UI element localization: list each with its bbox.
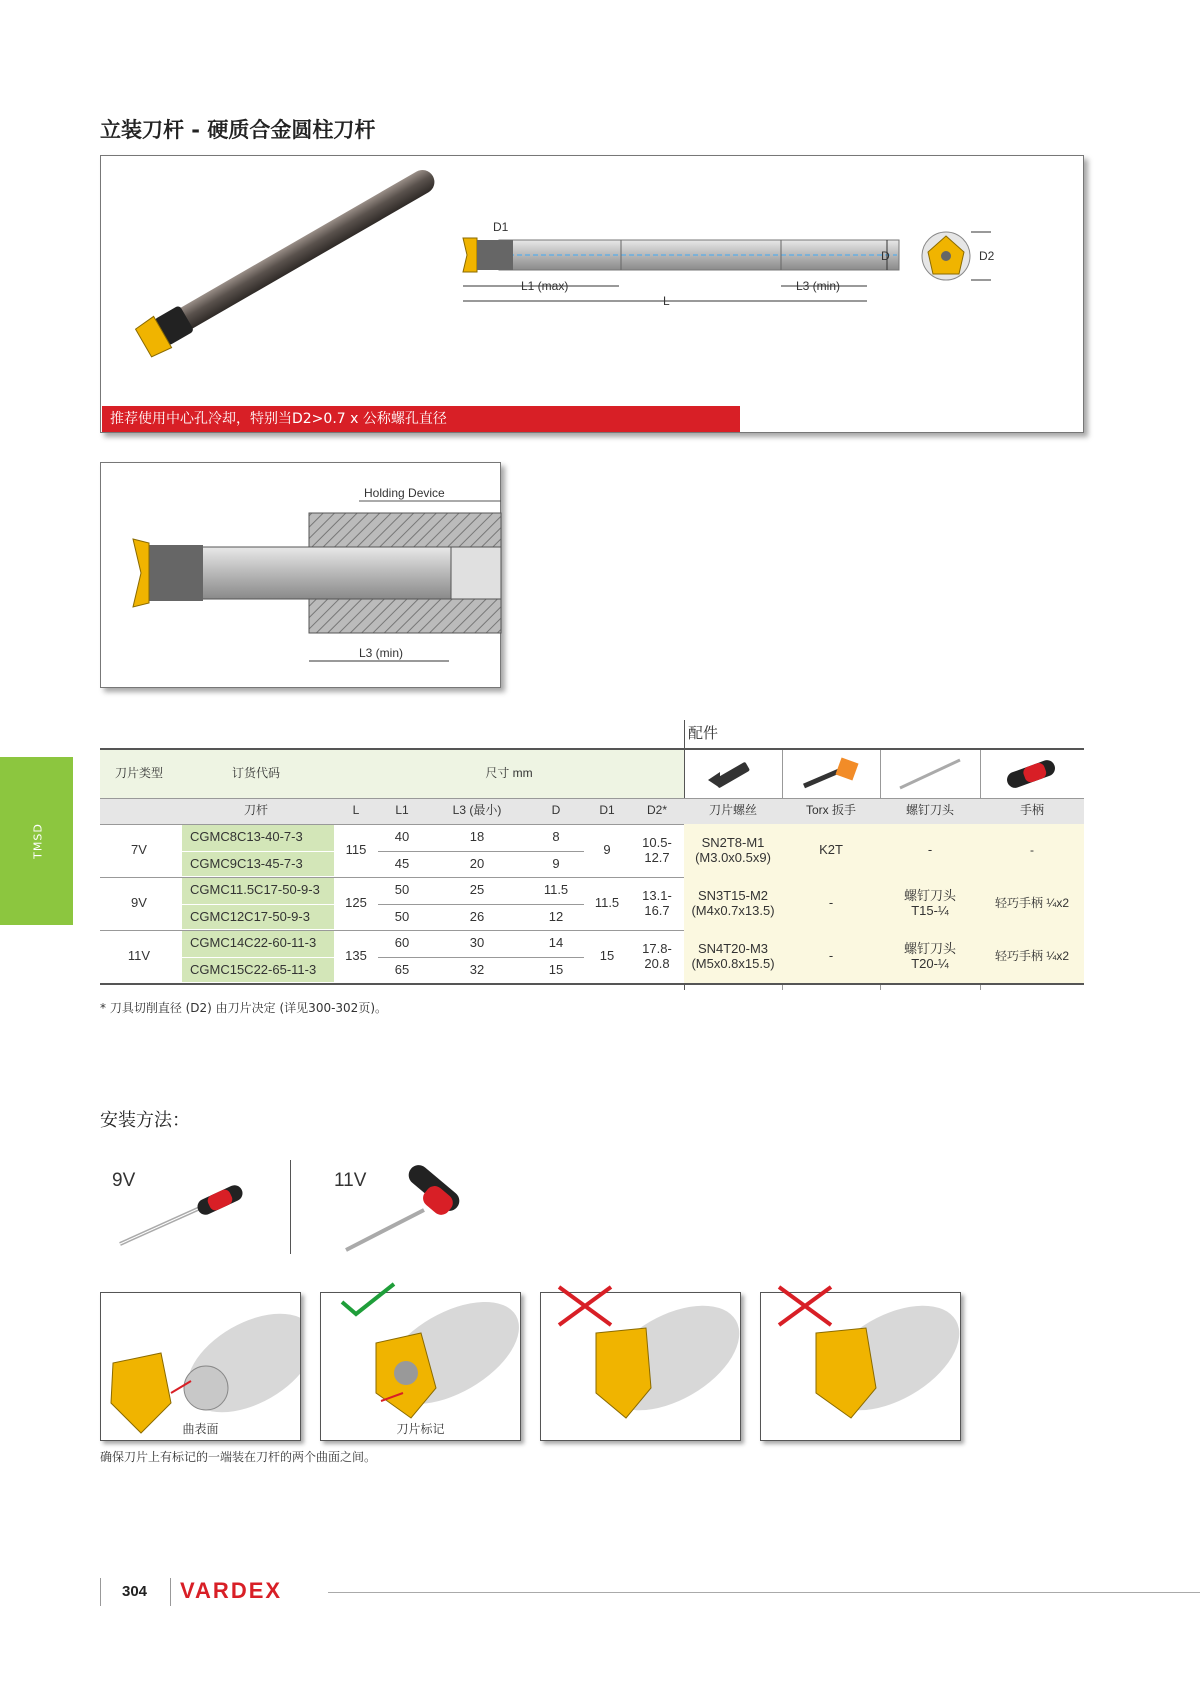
footnote: * 刀具切削直径 (D2) 由刀片决定 (详见300-302页)。 xyxy=(100,1001,387,1015)
dim-D: 14 xyxy=(548,935,564,951)
insert-screw-code xyxy=(684,824,782,877)
screw-line: SN3T15-M2 xyxy=(697,888,769,904)
header-order-code: 订货代码 xyxy=(231,766,280,781)
tool-label-9v: 9V xyxy=(112,1170,136,1191)
end-view xyxy=(922,232,995,280)
dim-d-label: D xyxy=(881,249,890,263)
dim-D: 12 xyxy=(548,908,564,924)
l3-min-label: L3 (min) xyxy=(359,646,404,660)
dim-L3: 32 xyxy=(469,961,485,977)
subheader-1: L xyxy=(352,803,360,818)
dim-D2: 13.1-16.7 xyxy=(642,888,672,918)
subheader-2: L1 xyxy=(395,803,409,818)
cross-icon-2 xyxy=(775,1283,835,1329)
accessories-title: 配件 xyxy=(688,724,719,742)
dim-D2: 10.5-12.7 xyxy=(642,835,672,865)
dim-L3: 26 xyxy=(469,908,485,924)
bit-line: T15-¼ xyxy=(911,902,949,918)
holding-device-diagram xyxy=(100,462,501,688)
bit-line: - xyxy=(927,842,933,858)
screwdriver-bit-code xyxy=(880,930,980,983)
insert-screw-code xyxy=(684,930,782,983)
spec-table xyxy=(100,720,1084,990)
tool-label-11v: 11V xyxy=(334,1170,367,1191)
tool-overview-panel xyxy=(100,155,1084,433)
handle-icon xyxy=(980,750,1084,798)
page-number: 304 xyxy=(122,1583,148,1600)
dim-L1: 40 xyxy=(394,829,410,845)
subheader-4: D xyxy=(551,803,561,818)
order-code: CGMC14C22-60-11-3 xyxy=(190,935,317,951)
row-type: 7V xyxy=(131,842,147,858)
holding-device-label: Holding Device xyxy=(364,486,445,500)
tool-overview-illustration xyxy=(101,156,1085,434)
torx-wrench-icon xyxy=(782,750,880,798)
insert-screw-code xyxy=(684,877,782,930)
dim-d2-label: D2 xyxy=(979,249,995,263)
order-code: CGMC12C17-50-9-3 xyxy=(190,908,310,924)
dim-L: 135 xyxy=(345,948,367,964)
screw-line: (M3.0x0.5x9) xyxy=(695,849,771,865)
order-code: CGMC9C13-45-7-3 xyxy=(190,855,303,871)
screwdriver-bit-icon xyxy=(880,750,978,798)
dim-L3: 25 xyxy=(469,882,485,898)
row-type: 11V xyxy=(127,948,151,964)
handle-code: 轻巧手柄 ¼x2 xyxy=(994,948,1070,963)
order-code: CGMC11.5C17-50-9-3 xyxy=(190,882,320,898)
install-section-title: 安装方法： xyxy=(100,1110,190,1131)
screwdriver-bit-code xyxy=(880,824,980,877)
step-label-insert-mark: 刀片标记 xyxy=(396,1422,445,1436)
subheader-3: L3 (最小) xyxy=(452,803,502,818)
subheader-5: D1 xyxy=(599,803,615,818)
dim-L3: 30 xyxy=(469,935,485,951)
screw-line: (M5x0.8x15.5) xyxy=(691,955,775,971)
subheader-0: 刀杆 xyxy=(243,803,268,818)
dim-L1: 50 xyxy=(394,908,410,924)
bit-line: 螺钉刀头 xyxy=(903,888,956,904)
subheader-10: 手柄 xyxy=(1019,803,1044,818)
dim-D: 9 xyxy=(552,855,560,871)
bit-line: 螺钉刀头 xyxy=(903,941,956,957)
dim-D2: 17.8-20.8 xyxy=(642,941,672,971)
coolant-recommendation-banner: 推荐使用中心孔冷却，特别当D2>0.7 x 公称螺孔直径 xyxy=(102,406,740,432)
subheader-8: Torx 扳手 xyxy=(805,803,856,818)
dim-D1: 15 xyxy=(599,948,615,964)
handle-code: - xyxy=(1030,842,1034,857)
dim-d1-label: D1 xyxy=(493,220,509,234)
subheader-6: D2* xyxy=(646,803,667,818)
side-view xyxy=(463,220,899,308)
section-side-tab: TMSD xyxy=(0,757,73,925)
dim-D1: 9 xyxy=(603,842,611,858)
dim-l3-label: L3 (min) xyxy=(796,279,841,293)
header-type: 刀片类型 xyxy=(114,766,163,781)
dim-L: 115 xyxy=(345,842,367,858)
screwdriver-9v-icon xyxy=(112,1172,252,1252)
page-title: 立装刀杆 - 硬质合金圆柱刀杆 xyxy=(100,118,376,142)
screw-line: SN4T20-M3 xyxy=(697,941,769,957)
torx-wrench-code: - xyxy=(828,895,834,911)
step-label-curved-surface: 曲表面 xyxy=(182,1422,219,1436)
dim-L1: 50 xyxy=(394,882,410,898)
dim-L3: 18 xyxy=(469,829,485,845)
dim-L1: 65 xyxy=(394,961,410,977)
checkmark-icon xyxy=(338,1280,398,1320)
dim-D: 15 xyxy=(548,961,564,977)
brand-logo: VARDEX xyxy=(180,1578,283,1603)
dim-l1-label: L1 (max) xyxy=(521,279,569,293)
dim-L3: 20 xyxy=(469,855,485,871)
torx-wrench-code: K2T xyxy=(819,842,843,858)
torx-wrench-code: - xyxy=(828,948,834,964)
screwdriver-bit-code xyxy=(880,877,980,930)
dim-L: 125 xyxy=(345,895,367,911)
header-dims: 尺寸 mm xyxy=(485,766,533,781)
dim-l-label: L xyxy=(663,294,670,308)
dim-D: 8 xyxy=(552,829,560,845)
screw-line: SN2T8-M1 xyxy=(701,835,765,851)
order-code: CGMC8C13-40-7-3 xyxy=(190,829,303,845)
subheader-7: 刀片螺丝 xyxy=(708,803,757,818)
screwdriver-11v-icon xyxy=(340,1160,480,1255)
dim-D1: 11.5 xyxy=(594,895,620,911)
dim-D: 11.5 xyxy=(543,882,569,898)
bit-line: T20-¼ xyxy=(911,955,949,971)
cross-icon-1 xyxy=(555,1283,615,1329)
install-step-1 xyxy=(100,1292,301,1441)
handle-code: 轻巧手柄 ¼x2 xyxy=(994,895,1070,910)
subheader-9: 螺钉刀头 xyxy=(905,803,954,818)
insert-screw-icon xyxy=(684,750,782,798)
screw-line: (M4x0.7x13.5) xyxy=(691,902,775,918)
dim-L1: 60 xyxy=(394,935,410,951)
dim-L1: 45 xyxy=(394,855,410,871)
row-type: 9V xyxy=(131,895,147,911)
order-code: CGMC15C22-65-11-3 xyxy=(190,961,317,977)
install-caption: 确保刀片上有标记的一端装在刀杆的两个曲面之间。 xyxy=(100,1450,377,1464)
holding-device-illustration xyxy=(101,463,502,689)
